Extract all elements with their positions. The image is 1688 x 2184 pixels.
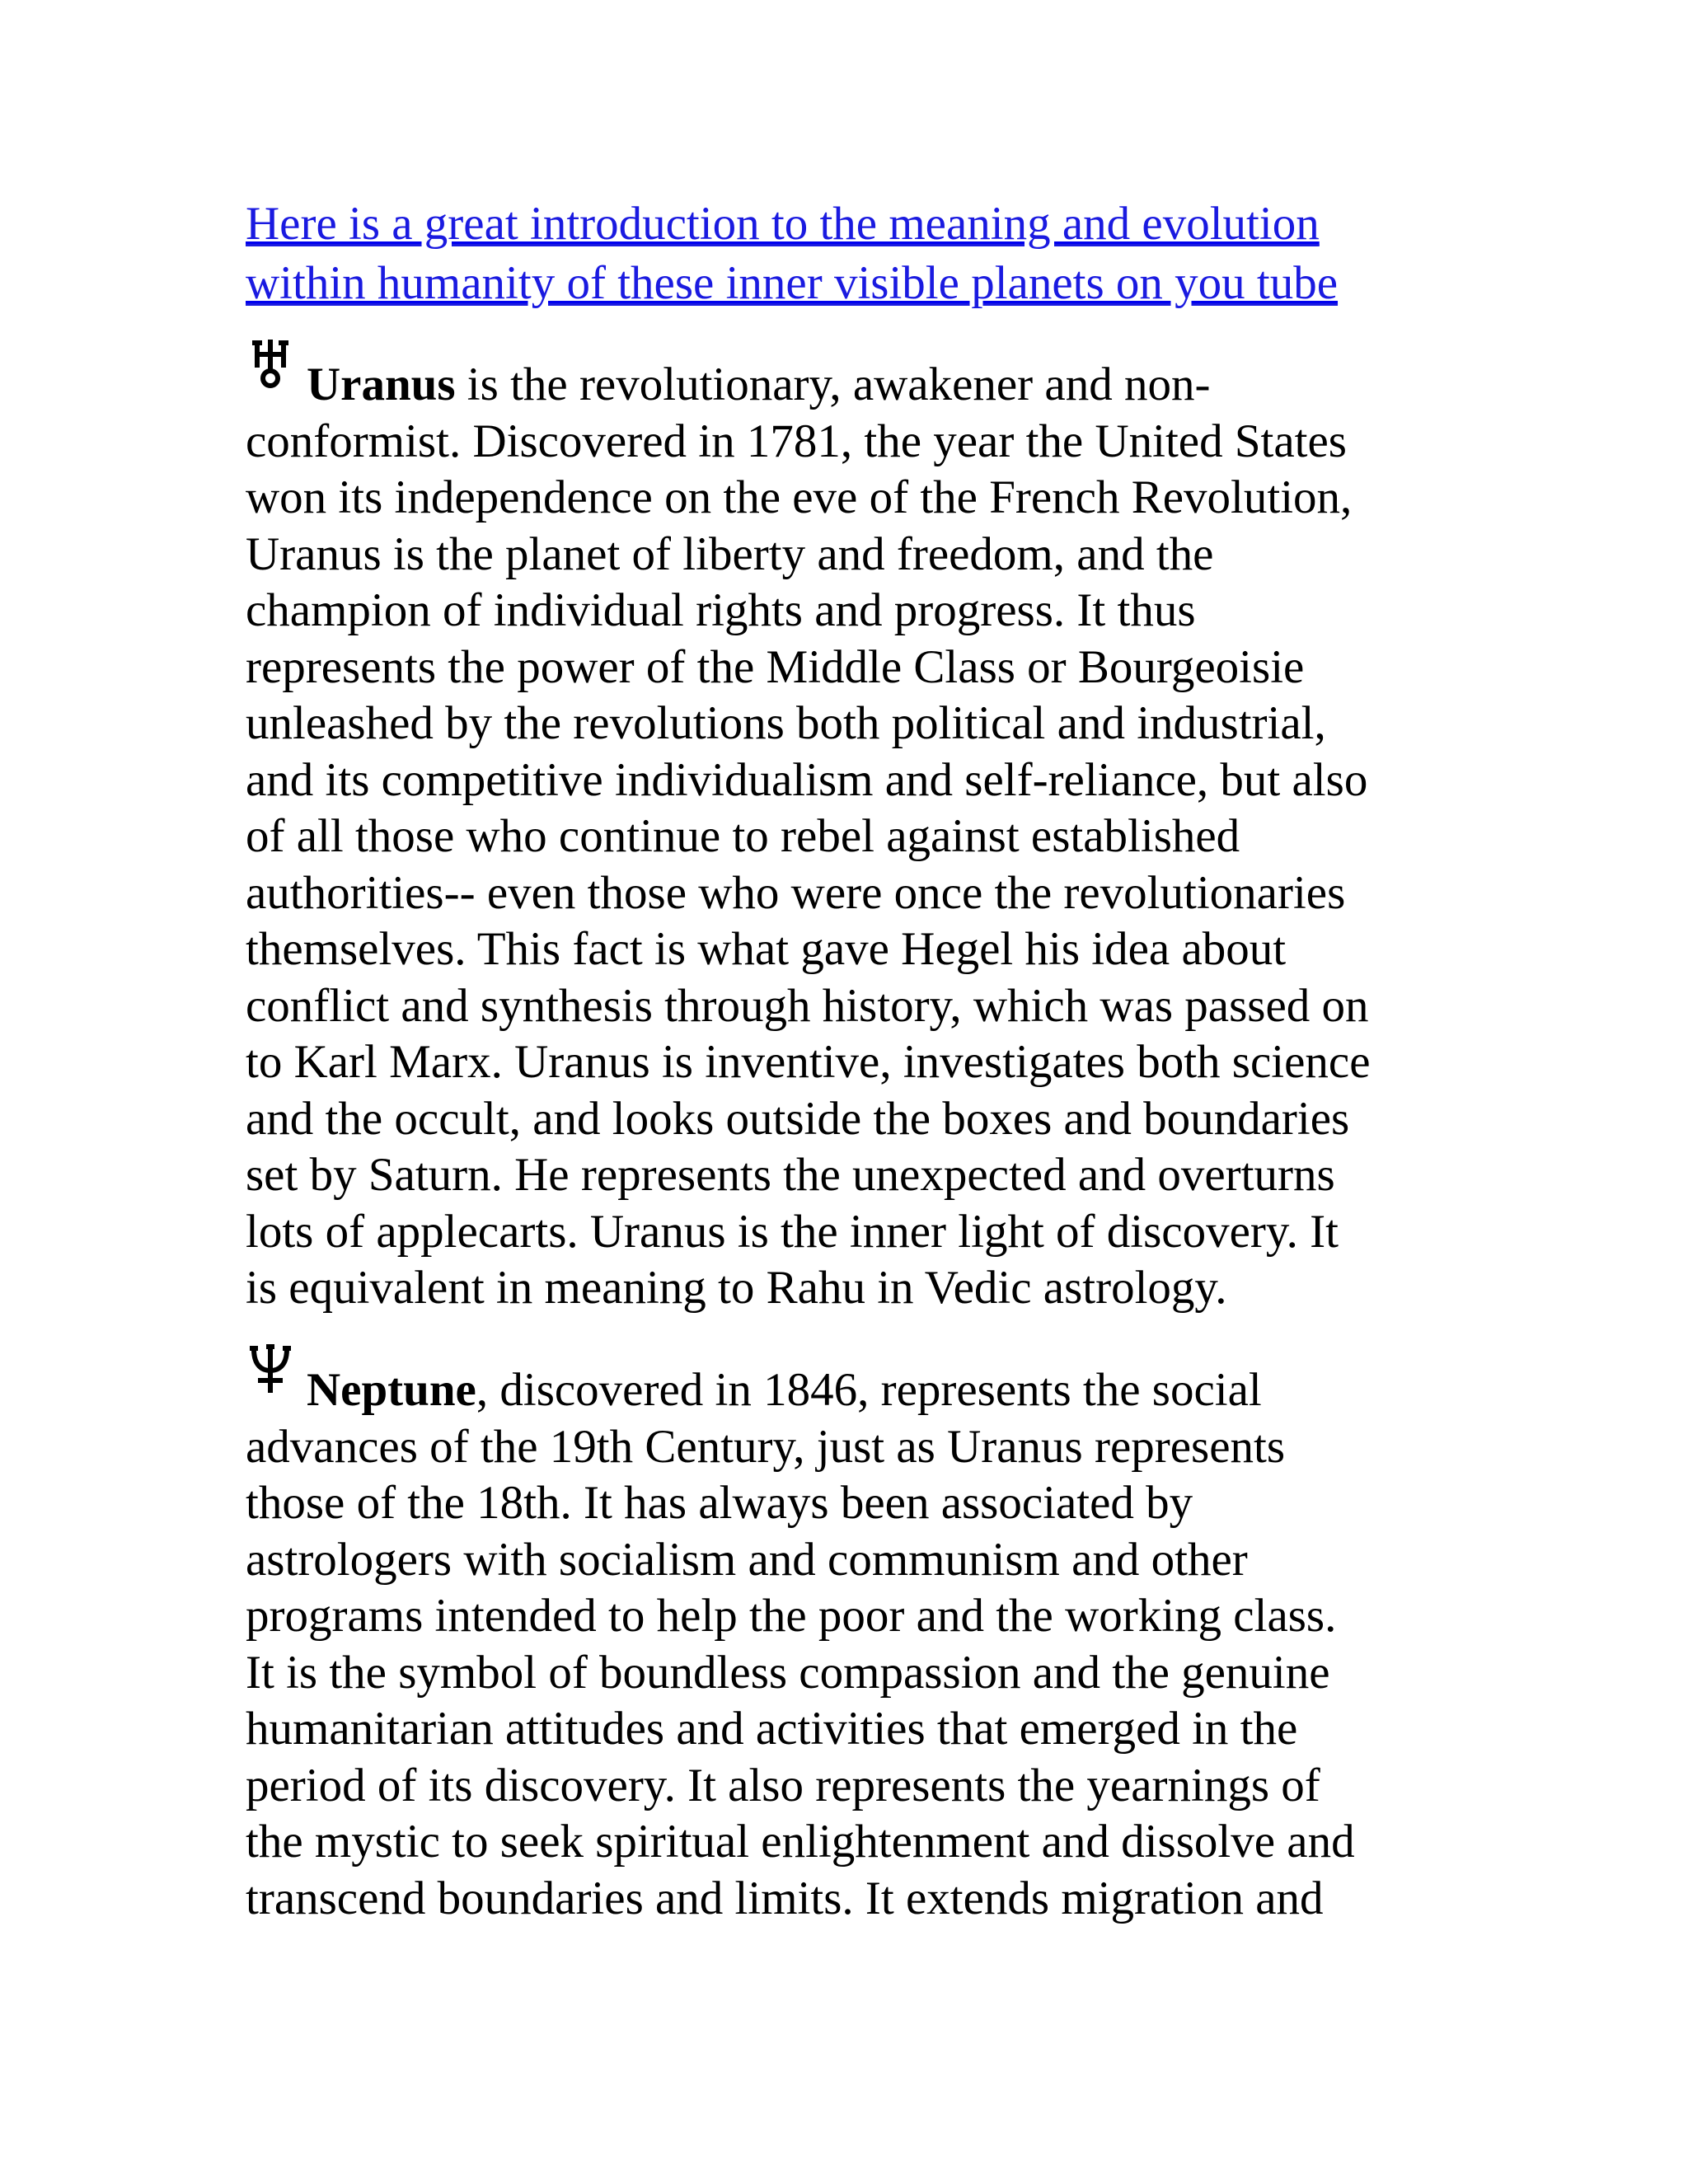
paragraph-line: programs intended to help the poor and the working class. [246,1590,1337,1642]
paragraph-line: those of the 18th. It has always been associated by [246,1477,1193,1529]
link-line: within humanity of these inner visible planets on you tube [246,257,1339,309]
paragraph-first-line [246,1362,1465,1419]
paragraph-line: It is the symbol of boundless compassion and the genuine [246,1646,1330,1699]
neptune-paragraph [246,1362,1465,1927]
paragraph-line: the mystic to seek spiritual enlightenment and dissolve and [246,1816,1355,1868]
paragraph-line: advances of the 19th Century, just as Uranus represents [246,1420,1286,1473]
first-line-text: , discovered in 1846, represents the social [476,1364,1262,1416]
paragraph-line: conformist. Discovered in 1781, the year the United States [246,415,1347,467]
paragraph-line: and its competitive individualism and self-reliance, but also [246,753,1368,806]
paragraph-line: to Karl Marx. Uranus is inventive, investigates both science [246,1036,1371,1088]
paragraph-line: period of its discovery. It also represents the yearnings of [246,1759,1320,1811]
paragraph-line: and the occult, and looks outside the boxes and boundaries [246,1092,1350,1145]
paragraph-line: themselves. This fact is what gave Hegel his idea about [246,923,1287,975]
neptune-symbol-icon [246,1343,295,1395]
paragraph-line: champion of individual rights and progress. It thus [246,584,1196,636]
paragraph-line: set by Saturn. He represents the unexpected and overturns [246,1149,1335,1201]
paragraph-line: lots of applecarts. Uranus is the inner light of discovery. It [246,1205,1339,1258]
paragraph-line: humanitarian attitudes and activities that emerged in the [246,1703,1298,1755]
paragraph-line: conflict and synthesis through history, which was passed on [246,979,1369,1032]
paragraph-line: won its independence on the eve of the French Revolution, [246,471,1353,523]
paragraph-line: represents the power of the Middle Class or Bourgeoisie [246,640,1305,693]
paragraph-line: authorities-- even those who were once the revolutionaries [246,866,1346,919]
planet-name-neptune: Neptune [307,1364,476,1416]
paragraph-first-line [246,357,1465,414]
paragraph-line: is equivalent in meaning to Rahu in Vedic astrology. [246,1262,1227,1314]
paragraph-line: astrologers with socialism and communism and other [246,1533,1248,1586]
paragraph-line: unleashed by the revolutions both political and industrial, [246,697,1326,749]
link-line: Here is a great introduction to the meaning and evolution [246,198,1320,250]
paragraph-line: transcend boundaries and limits. It extends migration and [246,1872,1324,1924]
planet-name-uranus: Uranus [307,359,456,410]
paragraph-line: of all those who continue to rebel against established [246,810,1240,862]
paragraph-line: Uranus is the planet of liberty and freedom, and the [246,527,1214,580]
uranus-paragraph [246,357,1465,1317]
uranus-symbol-icon [246,339,295,391]
youtube-intro-link[interactable] [246,194,1465,313]
first-line-text: is the revolutionary, awakener and non- [455,359,1211,410]
